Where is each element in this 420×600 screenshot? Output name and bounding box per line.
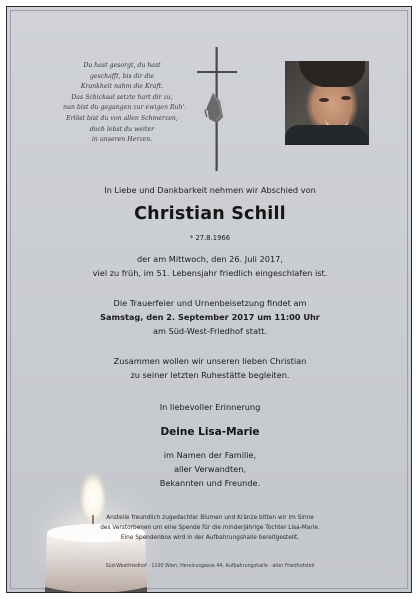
funeral-line: Die Trauerfeier und Urnenbeisetzung findet am	[113, 298, 307, 308]
poem-line: doch lebst du weiter	[89, 125, 155, 133]
poem-line: nun bist du gegangen zur ewigen Ruh'.	[63, 104, 187, 112]
poem-line: Krankheit nahm die Kraft.	[80, 83, 164, 91]
family-line: Bekannten und Freunde.	[159, 478, 261, 488]
funeral-line: am Süd-West-Friedhof statt.	[152, 326, 268, 336]
note-line: Eine Spendenbox wird in der Aufbahrungshalle bereitgestellt.	[120, 535, 300, 542]
donation-note	[0, 513, 420, 544]
portrait-hair	[299, 61, 365, 87]
note-line: des Verstorbenen um eine Spende für die minderjährige Tochter Lisa-Marie.	[100, 525, 320, 532]
family-line: im Namen der Familie,	[163, 450, 257, 460]
death-line: viel zu früh, im 51. Lebensjahr friedlich eingeschlafen ist.	[92, 268, 328, 278]
poem-line: geschafft, bis dir die	[89, 72, 155, 80]
footer-address: Süd-Westfriedhof · 1100 Wien, Hervicusgasse 44, Aufbahrungshalle · alter Friedhofsteil	[105, 564, 315, 569]
poem-line: Du hast gesorgt, du hast	[83, 62, 161, 69]
intro-text: In Liebe und Dankbarkeit nehmen wir Abschied von	[104, 185, 316, 195]
family-line: aller Verwandten,	[173, 464, 247, 474]
note-line: Anstelle freundlich zugedachter Blumen und Kränze bitten wir im Sinne	[106, 515, 314, 521]
poem-line: in unseren Herzen.	[91, 136, 153, 144]
poem-line: Das Schicksal setzte hart dir zu,	[71, 93, 173, 101]
deceased-name: Christian Schill	[134, 204, 286, 224]
together-line: Zusammen wollen wir unseren lieben Christian	[113, 356, 307, 366]
poem-line: Erlöst bist du von allen Schmerzen,	[66, 114, 178, 122]
birth-date: * 27.8.1966	[189, 234, 231, 242]
portrait-photo	[285, 61, 369, 145]
portrait-shirt	[285, 125, 369, 145]
funeral-date-text: Samstag, den 2. September 2017 um 11:00 Uhr	[100, 312, 320, 322]
funeral-date	[0, 312, 420, 322]
memory-text: In liebevoller Erinnerung	[159, 402, 261, 412]
together-line: zu seiner letzten Ruhestätte begleiten.	[130, 370, 290, 380]
cross-with-praying-hands-icon	[195, 47, 239, 171]
poem	[63, 61, 187, 146]
portrait-eye	[319, 98, 329, 102]
death-line: der am Mittwoch, den 26. Juli 2017,	[136, 254, 283, 264]
portrait-eye	[341, 96, 351, 100]
signature: Deine Lisa-Marie	[160, 426, 260, 438]
